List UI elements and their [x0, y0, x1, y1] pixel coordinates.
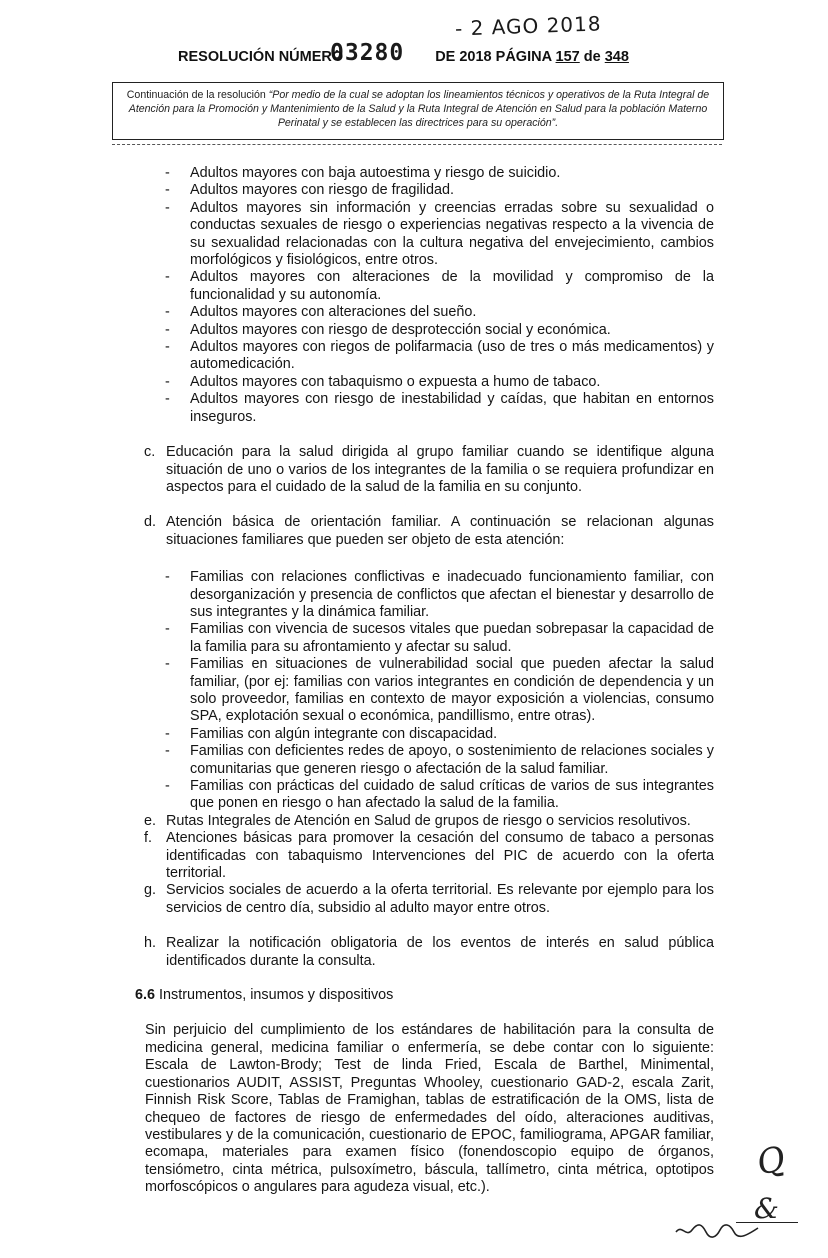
list-item: - Familias con relaciones conflictivas e inadecuado funcionamiento familiar, con desorganización y presencia de conflictos que afectan el bienestar y desarrollo de sus integrantes y la dinámica familiar. [190, 569, 714, 621]
intro-title: “Por medio de la cual se adoptan los lineamientos técnicos y operativos de la Ruta Integral de Atención para la Promoción y Mantenimiento de la Salud y la Ruta Integral de Atención en Salud para la población Materno Perinatal y se establecen las directrices para su operación”. [128, 89, 710, 129]
item-c-text: Educación para la salud dirigida al grupo familiar cuando se identifique alguna situación de uno o varios de los integrantes de la familia o se requiera profundizar en aspectos para el cuidado de la salud de la familia en su conjunto. [166, 444, 714, 495]
dashed-divider [112, 144, 722, 145]
intro-lead: Continuación de la resolución [126, 89, 269, 101]
item-e-label: e. [144, 812, 157, 829]
item-c-label: c. [144, 444, 156, 461]
list-item: - Adultos mayores con baja autoestima y riesgo de suicidio. [190, 165, 714, 182]
elderly-risk-list [0, 165, 828, 426]
section-heading [135, 987, 828, 1004]
list-item: - Adultos mayores sin información y creencias erradas sobre su sexualidad o conductas sexuales de riesgo o experiencias negativas respecto a la vivencia de su sexualidad relacionadas con la cultura negativa del envejecimiento, cambios morfológicos y fisiológicos, entre otros. [190, 200, 714, 270]
section-number: 6.6 [135, 987, 156, 1004]
resolution-number-stamp: 03280 [330, 40, 405, 66]
list-item: - Adultos mayores con riesgo de desprotección social y económica. [190, 322, 714, 339]
page-header [178, 49, 629, 65]
header-page-number: 157 [555, 49, 580, 65]
header-of: de [583, 49, 601, 65]
item-f [144, 830, 714, 882]
family-situations-list [0, 569, 828, 813]
list-item: - Adultos mayores con riesgo de inestabilidad y caídas, que habitan en entornos inseguros. [190, 391, 714, 426]
item-h [144, 935, 714, 970]
item-d-label: d. [144, 514, 157, 531]
item-d [144, 514, 714, 549]
list-item: - Familias con prácticas del cuidado de salud críticas de varios de sus integrantes que ponen en riesgo o han afectado la salud de la familia. [190, 778, 714, 813]
date-stamp: - 2 AGO 2018 [454, 11, 602, 41]
list-item: - Adultos mayores con riegos de polifarmacia (uso de tres o más medicamentos) y automedicación. [190, 339, 714, 374]
list-item: - Familias en situaciones de vulnerabilidad social que pueden afectar la salud familiar, (por ej: familias con varios integrantes en condición de dependencia y un solo proveedor, familias en contexto de mayor exposición a violencias, consumo SPA, explotación sexual o económica, pandillismo, entre otras). [190, 656, 714, 726]
handwritten-initials: Q [753, 1138, 789, 1184]
section-title: Instrumentos, insumos y dispositivos [159, 987, 394, 1004]
item-e [144, 812, 714, 830]
item-g [144, 882, 714, 917]
list-item: - Adultos mayores con riesgo de fragilidad. [190, 182, 714, 199]
list-item: - Familias con algún integrante con discapacidad. [190, 726, 714, 743]
item-h-label: h. [144, 935, 157, 952]
main-content [0, 165, 828, 1197]
list-item: - Adultos mayores con tabaquismo o expuesta a humo de tabaco. [190, 374, 714, 391]
item-g-text: Servicios sociales de acuerdo a la oferta territorial. Es relevante por ejemplo para los servicios de centro día, subsidio al adulto mayor entre otros. [166, 882, 714, 916]
item-h-text: Realizar la notificación obligatoria de los eventos de interés en salud pública identificados durante la consulta. [166, 935, 714, 969]
list-item: - Adultos mayores con alteraciones del sueño. [190, 304, 714, 321]
handwritten-initials-2: & [754, 1192, 779, 1225]
item-e-text: Rutas Integrales de Atención en Salud de grupos de riesgo o servicios resolutivos. [166, 812, 691, 829]
list-item: - Familias con vivencia de sucesos vitales que puedan sobrepasar la capacidad de la familia para su afrontamiento y afectar su salud. [190, 621, 714, 656]
resolution-continuation-box [112, 82, 724, 140]
header-year: DE 2018 [435, 49, 492, 65]
item-g-label: g. [144, 882, 157, 899]
item-c [144, 444, 714, 496]
list-item: - Familias con deficientes redes de apoyo, o sostenimiento de relaciones sociales y comunitarias que generen riesgo o afectación de la salud familiar. [190, 743, 714, 778]
header-page-label: PÁGINA [495, 49, 552, 65]
item-f-text: Atenciones básicas para promover la cesación del consumo de tabaco a personas identificadas con tabaquismo Intervenciones del PIC de acuerdo con la oferta territorial. [166, 830, 714, 882]
header-prefix: RESOLUCIÓN NÚMERO [178, 49, 344, 65]
header-page-total: 348 [604, 49, 629, 65]
handwritten-signature [672, 1218, 762, 1242]
section-paragraph: Sin perjuicio del cumplimiento de los estándares de habilitación para la consulta de medicina general, medicina familiar o enfermería, se debe contar con lo siguiente: Escala de Lawton-Brody; Test de linda Fried, Escala de Barthel, Minimental, cuestionarios AUDIT, ASSIST, Preguntas Whooley, cuestionario GAD-2, escala Zarit, Finnish Risk Score, Tablas de Framighan, tablas de estratificación de la OMS, lista de chequeo de factores de riesgo de enfermedades del oído, alteraciones auditivas, vestibulares y de la comunicación, cuestionario de EPOC, familiograma, APGAR familiar, ecomapa, materiales para examen físico (fonendoscopio equipo de órganos, tensiómetro, cinta métrica, pulsoxímetro, báscula, tallímetro, cinta métrica, optotipos morfoscópicos o angulares para agudeza visual, etc.). [145, 1022, 714, 1196]
item-d-text: Atención básica de orientación familiar. A continuación se relacionan algunas situaciones familiares que pueden ser objeto de esta atención: [166, 514, 714, 548]
item-f-label: f. [144, 830, 152, 847]
list-item: - Adultos mayores con alteraciones de la movilidad y compromiso de la funcionalidad y su autonomía. [190, 269, 714, 304]
